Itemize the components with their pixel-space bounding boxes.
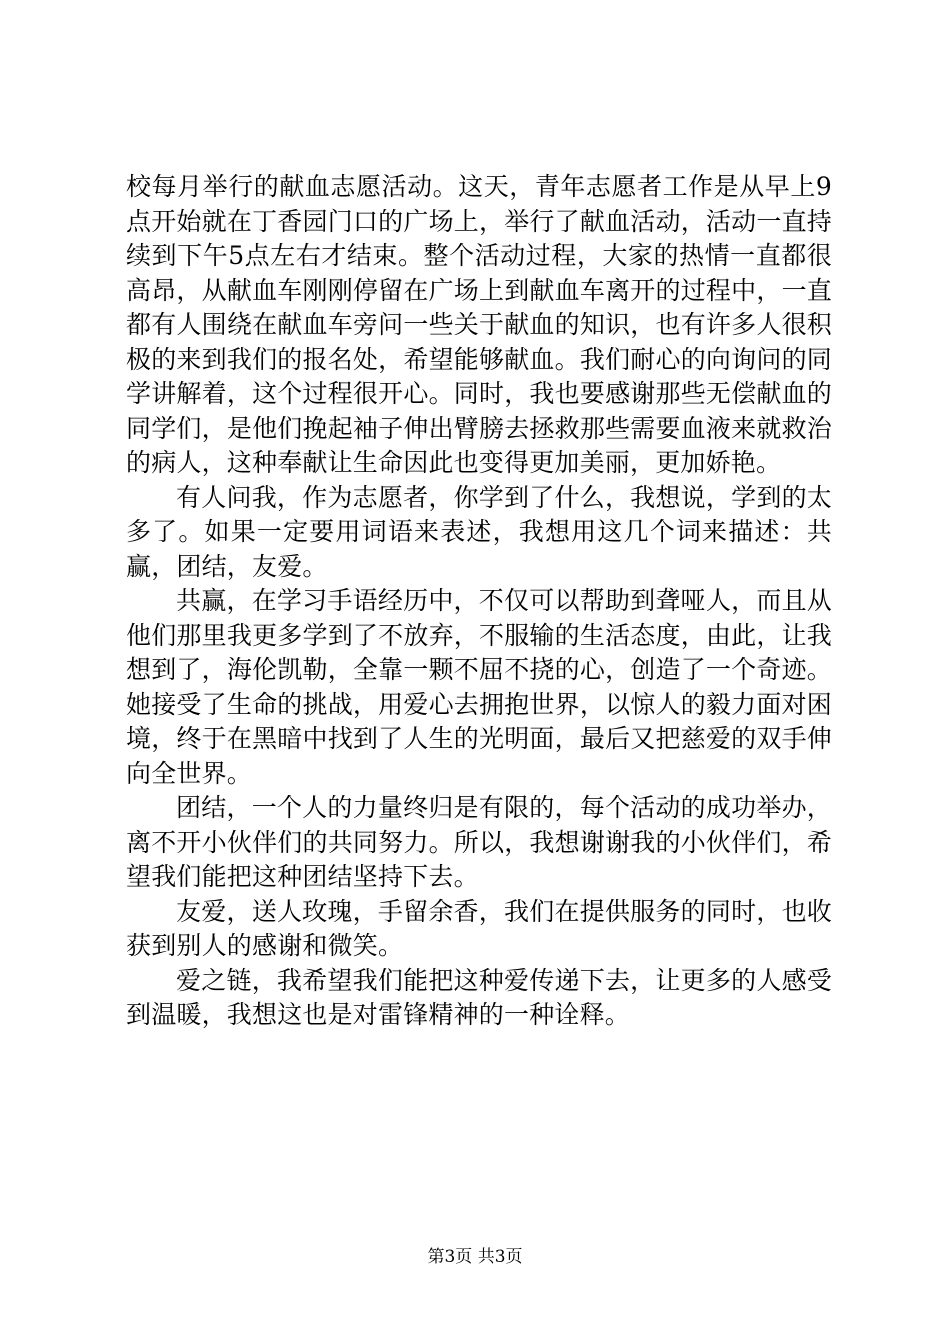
paragraph-chain-of-love: 爱之链，我希望我们能把这种爱传递下去，让更多的人感受到温暖，我想这也是对雷锋精神的一种诠释。 (126, 965, 832, 1029)
page-number-footer: 第3页 共3页 (427, 1247, 523, 1267)
paragraph-unity: 团结，一个人的力量终归是有限的，每个活动的成功举办，离不开小伙伴们的共同努力。所以，我想谢谢我的小伙伴们，希望我们能把这种团结坚持下去。 (126, 793, 832, 891)
document-body (126, 170, 832, 1033)
paragraph-question: 有人问我，作为志愿者，你学到了什么，我想说，学到的太多了。如果一定要用词语来表述，我想用这几个词来描述：共赢，团结，友爱。 (126, 482, 832, 581)
paragraph-continuation: 校每月举行的献血志愿活动。这天，青年志愿者工作是从早上9点开始就在丁香园门口的广场上，举行了献血活动，活动一直持续到下午5点左右才结束。整个活动过程，大家的热情一直都很高昂，从献血车刚刚停留在广场上到献血车离开的过程中，一直都有人围绕在献血车旁问一些关于献血的知识，也有许多人很积极的来到我们的报名处，希望能够献血。我们耐心的向询问的同学讲解着，这个过程很开心。同时，我也要感谢那些无偿献血的同学们，是他们挽起袖子伸出臂膀去拯救那些需要血液来就救治的病人，这种奉献让生命因此也变得更加美丽，更加娇艳。 (126, 172, 832, 477)
paragraph-friendship: 友爱，送人玫瑰，手留余香，我们在提供服务的同时，也收获到别人的感谢和微笑。 (126, 896, 832, 960)
paragraph-win-win: 共赢，在学习手语经历中，不仅可以帮助到聋哑人，而且从他们那里我更多学到了不放弃，不服输的生活态度，由此，让我想到了，海伦凯勒，全靠一颗不屈不挠的心，创造了一个奇迹。她接受了生命的挑战，用爱心去拥抱世界，以惊人的毅力面对困境，终于在黑暗中找到了人生的光明面，最后又把慈爱的双手伸向全世界。 (126, 586, 832, 788)
